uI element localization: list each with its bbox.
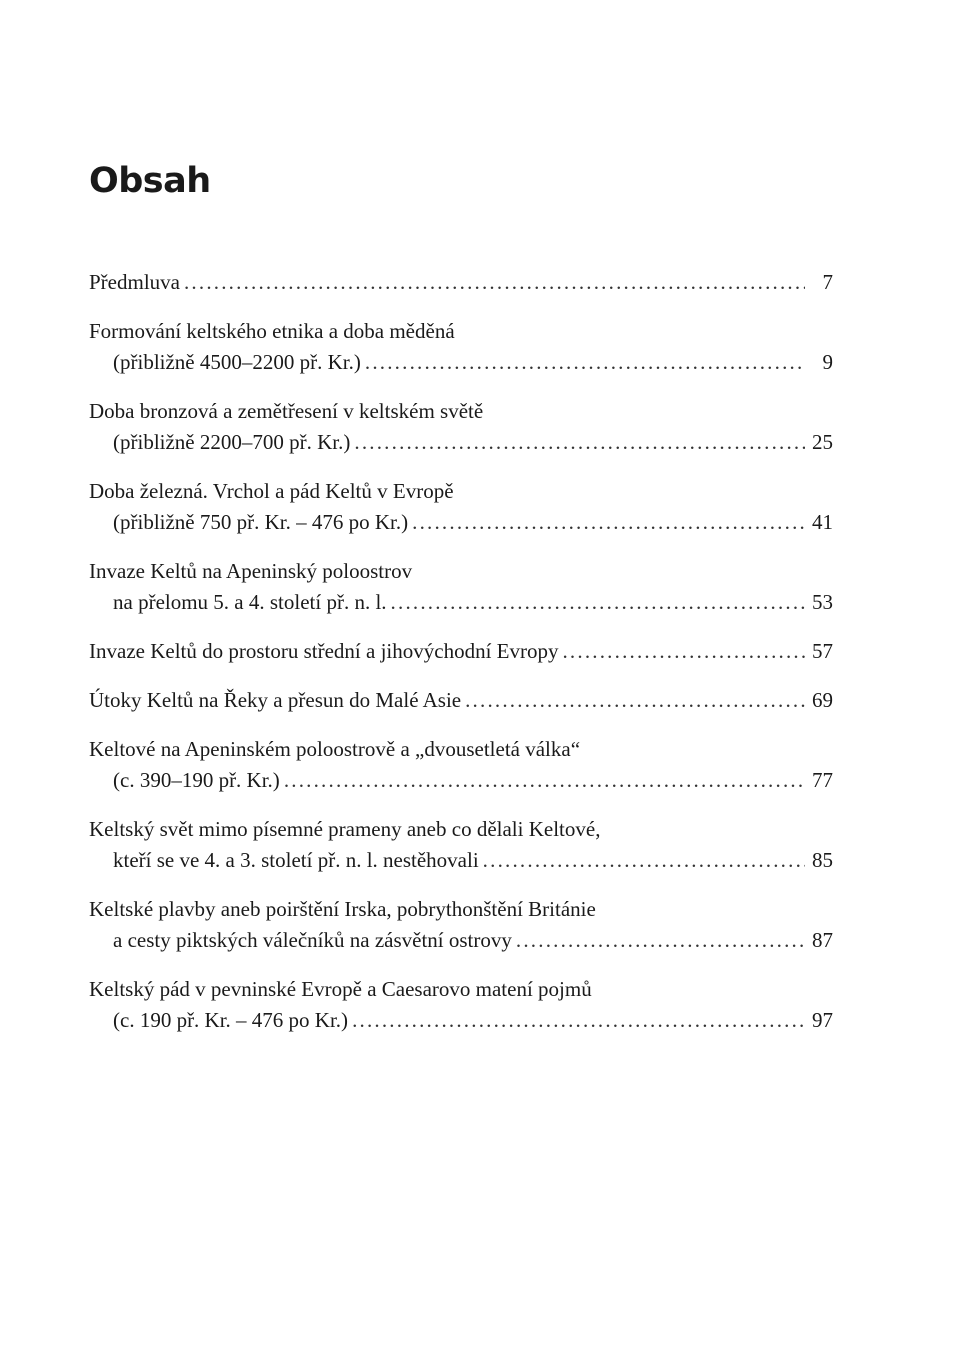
- toc-entry: [89, 476, 833, 538]
- toc-entry-title: Keltský svět mimo písemné prameny aneb co dělali Keltové,: [89, 817, 601, 841]
- toc-entry: [89, 316, 833, 378]
- toc-entry: [89, 685, 833, 716]
- dot-leader: [365, 347, 805, 378]
- toc-entry: [89, 814, 833, 876]
- dot-leader: [562, 636, 805, 667]
- toc-entry: [89, 556, 833, 618]
- toc-page-number: 41: [812, 510, 833, 534]
- toc-entry-subtitle: (přibližně 2200–700 př. Kr.): [113, 430, 351, 454]
- dot-leader: [184, 267, 805, 298]
- toc-entry-subtitle: kteří se ve 4. a 3. století př. n. l. nestěhovali: [113, 848, 479, 872]
- toc-entry-subtitle: a cesty piktských válečníků na zásvětní ostrovy: [113, 928, 512, 952]
- dot-leader: [465, 685, 805, 716]
- dot-leader: [391, 587, 805, 618]
- toc-entry-title: Doba železná. Vrchol a pád Keltů v Evropě: [89, 479, 454, 503]
- toc-entry-title: Doba bronzová a zemětřesení v keltském světě: [89, 399, 484, 423]
- dot-leader: [284, 765, 805, 796]
- toc-entry-subtitle: (c. 390–190 př. Kr.): [113, 768, 280, 792]
- page-title: Obsah: [89, 161, 211, 201]
- toc-entry-title: Invaze Keltů do prostoru střední a jihovýchodní Evropy: [89, 639, 559, 663]
- toc-page-number: 57: [812, 639, 833, 663]
- toc-page-number: 69: [812, 688, 833, 712]
- toc-page-number: 53: [812, 590, 833, 614]
- toc-entry-subtitle: (c. 190 př. Kr. – 476 po Kr.): [113, 1008, 349, 1032]
- toc-page-number: 87: [812, 928, 833, 952]
- toc-entry: [89, 396, 833, 458]
- table-of-contents: [89, 267, 833, 1036]
- toc-page-number: 7: [822, 270, 833, 294]
- toc-page-number: 9: [822, 350, 833, 374]
- toc-page-number: 85: [812, 848, 833, 872]
- toc-entry-title: Keltové na Apeninském poloostrově a „dvousetletá válka“: [89, 737, 581, 761]
- toc-entry-title: Útoky Keltů na Řeky a přesun do Malé Asie: [89, 688, 462, 712]
- toc-page-number: 77: [812, 768, 833, 792]
- toc-entry: [89, 974, 833, 1036]
- toc-entry-title: Invaze Keltů na Apeninský poloostrov: [89, 559, 413, 583]
- toc-entry-title: Keltské plavby aneb poirštění Irska, pobrythonštění Británie: [89, 897, 596, 921]
- toc-entry-title: Předmluva: [89, 270, 180, 294]
- toc-entry: [89, 894, 833, 956]
- toc-entry: [89, 267, 833, 298]
- toc-entry-title: Keltský pád v pevninské Evropě a Caesarovo matení pojmů: [89, 977, 592, 1001]
- toc-entry-title: Formování keltského etnika a doba měděná: [89, 319, 455, 343]
- dot-leader: [412, 507, 805, 538]
- dot-leader: [352, 1005, 805, 1036]
- dot-leader: [354, 427, 805, 458]
- toc-entry-subtitle: (přibližně 4500–2200 př. Kr.): [113, 350, 361, 374]
- toc-page-number: 97: [812, 1008, 833, 1032]
- toc-entry-subtitle: (přibližně 750 př. Kr. – 476 po Kr.): [113, 510, 409, 534]
- toc-entry: [89, 636, 833, 667]
- toc-page-number: 25: [812, 430, 833, 454]
- dot-leader: [516, 925, 805, 956]
- toc-entry: [89, 734, 833, 796]
- toc-entry-subtitle: na přelomu 5. a 4. století př. n. l.: [113, 590, 387, 614]
- dot-leader: [483, 845, 805, 876]
